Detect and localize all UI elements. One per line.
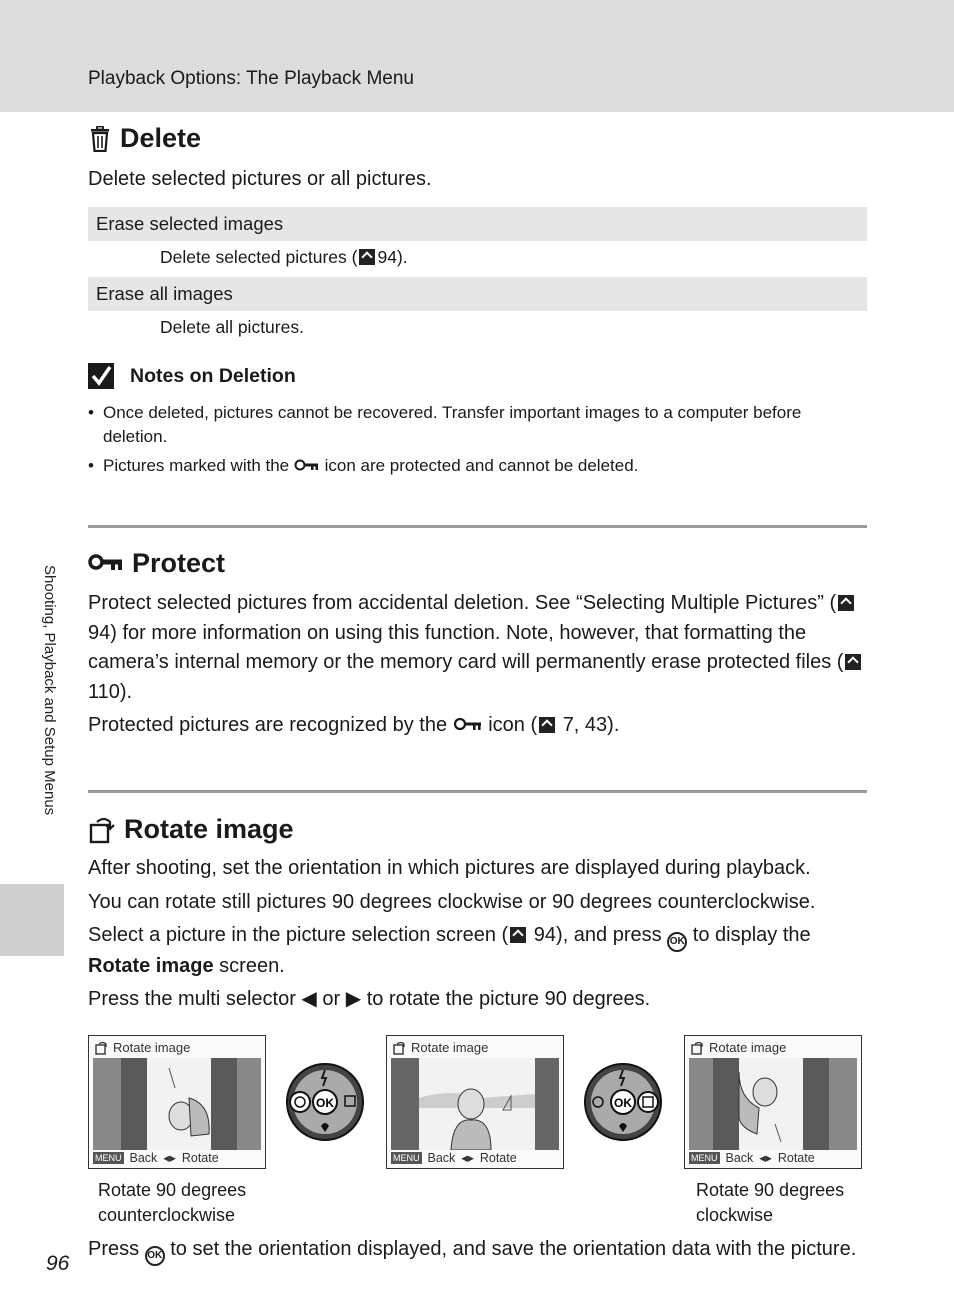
protect-heading <box>88 548 225 579</box>
protect-key-icon <box>88 553 124 575</box>
camera-screen-original <box>386 1035 564 1169</box>
page-ref-icon <box>539 717 555 733</box>
rotate-label: Rotate <box>181 1150 219 1165</box>
protect-key-icon <box>453 716 483 734</box>
rotate-label: Rotate <box>479 1150 517 1165</box>
caption-clockwise <box>696 1178 844 1228</box>
option-erase-all: Erase all images <box>88 277 867 311</box>
section-divider <box>88 525 867 528</box>
screen-footer <box>689 1150 815 1165</box>
side-tab-label: Shooting, Playback and Setup Menus <box>41 565 58 816</box>
screen-footer <box>93 1150 219 1165</box>
rotate-heading <box>88 814 294 845</box>
screen-title-text: Rotate image <box>411 1040 489 1055</box>
page-ref-number: 110 <box>88 680 120 703</box>
rotate-image-icon <box>393 1041 407 1055</box>
rotated-photo-cw <box>689 1058 857 1150</box>
menu-tag: MENU <box>393 1152 420 1163</box>
check-mark-icon <box>88 363 116 389</box>
para-text: ) for more information on using this function. Note, however, that formatting the camera’s internal memory or the memory card will permanently erase protected files ( <box>88 621 844 673</box>
ok-label: OK <box>614 1096 632 1110</box>
para-text: to rotate the picture 90 degrees. <box>366 988 651 1010</box>
note-item <box>88 454 848 478</box>
camera-screen-ccw <box>88 1035 266 1169</box>
page-ref-icon <box>845 654 861 670</box>
page-ref-icon <box>838 595 854 611</box>
back-label: Back <box>129 1150 158 1165</box>
screen-title <box>393 1040 488 1055</box>
left-arrow-icon: ◀ <box>301 988 317 1010</box>
para-text: ). <box>607 714 620 736</box>
ok-label: OK <box>316 1096 334 1110</box>
page-ref-number: 7, 43 <box>562 714 608 736</box>
rotate-image-icon <box>88 816 116 844</box>
protect-paragraph <box>88 589 878 707</box>
rotate-paragraph-3 <box>88 921 878 982</box>
protect-key-icon <box>294 458 320 474</box>
caption-line: clockwise <box>696 1205 774 1225</box>
screen-title <box>691 1040 786 1055</box>
para-text: ). <box>119 680 133 703</box>
back-label: Back <box>427 1150 456 1165</box>
notes-title: Notes on Deletion <box>130 364 296 387</box>
menu-tag: MENU <box>691 1152 718 1163</box>
multi-selector-right-pressed <box>583 1062 663 1142</box>
screen-title <box>95 1040 190 1055</box>
desc-text: Delete selected pictures ( <box>160 247 358 267</box>
rotated-photo-ccw <box>93 1058 261 1150</box>
caption-line: Rotate 90 degrees <box>696 1180 845 1200</box>
camera-screen-cw <box>684 1035 862 1169</box>
rotate-title: Rotate image <box>124 814 294 844</box>
trash-icon <box>88 126 112 152</box>
delete-intro: Delete selected pictures or all pictures. <box>88 168 432 190</box>
para-text: icon ( <box>488 714 538 736</box>
note-text: icon are protected and cannot be deleted. <box>324 456 639 475</box>
protect-paragraph-2 <box>88 711 878 741</box>
rotate-label: Rotate <box>777 1150 815 1165</box>
rotate-paragraph-1: After shooting, set the orientation in which pictures are displayed during playback. <box>88 857 811 879</box>
section-divider <box>88 790 867 793</box>
photo-original <box>391 1058 559 1150</box>
page-ref-icon <box>510 927 526 943</box>
para-text: Press <box>88 1238 140 1260</box>
menu-tag: MENU <box>95 1152 122 1163</box>
para-text: or <box>322 988 341 1010</box>
para-text: to display the <box>692 924 811 946</box>
para-text: Protect selected pictures from accidental deletion. See “Selecting Multiple Pictures” ( <box>88 592 837 614</box>
caption-counterclockwise <box>98 1178 246 1228</box>
para-text: Press the multi selector <box>88 988 296 1010</box>
page-ref-icon <box>359 249 375 265</box>
final-instruction <box>88 1238 856 1266</box>
rotate-paragraph-2: You can rotate still pictures 90 degrees clockwise or 90 degrees counterclockwise. <box>88 891 816 913</box>
option-erase-all-desc: Delete all pictures. <box>160 317 304 337</box>
para-text: to set the orientation displayed, and save the orientation data with the picture. <box>170 1238 857 1260</box>
left-right-icon: ◂▸ <box>759 1151 772 1165</box>
page-header <box>0 0 954 112</box>
para-text: Select a picture in the picture selection screen ( <box>88 924 509 946</box>
option-erase-selected-desc <box>160 247 408 268</box>
page-ref-number: 94 <box>377 247 397 267</box>
bold-term: Rotate image <box>88 955 214 977</box>
note-item: • Once deleted, pictures cannot be recovered. Transfer important images to a computer before deletion. <box>88 401 848 449</box>
delete-title: Delete <box>120 123 202 153</box>
multi-selector-left-pressed <box>285 1062 365 1142</box>
para-text: Protected pictures are recognized by the <box>88 714 448 736</box>
header-title: Playback Options: The Playback Menu <box>88 68 414 89</box>
screen-footer <box>391 1150 517 1165</box>
ok-button-icon: OK <box>145 1246 165 1266</box>
left-right-icon: ◂▸ <box>461 1151 474 1165</box>
page-number: 96 <box>46 1252 70 1275</box>
screen-title-text: Rotate image <box>113 1040 191 1055</box>
protect-title: Protect <box>132 548 226 578</box>
back-label: Back <box>725 1150 754 1165</box>
para-text: screen. <box>219 955 285 977</box>
left-right-icon: ◂▸ <box>163 1151 176 1165</box>
caption-line: counterclockwise <box>98 1205 236 1225</box>
option-erase-selected: Erase selected images <box>88 207 867 241</box>
right-arrow-icon: ▶ <box>345 988 362 1010</box>
note-text: Pictures marked with the <box>103 456 290 475</box>
rotate-image-icon <box>691 1041 705 1055</box>
rotate-paragraph-4 <box>88 985 878 1015</box>
delete-heading <box>88 123 201 154</box>
screen-title-text: Rotate image <box>709 1040 787 1055</box>
ok-button-icon: OK <box>667 932 687 952</box>
notes-heading <box>88 363 296 389</box>
rotate-image-icon <box>95 1041 109 1055</box>
side-tab <box>0 884 64 956</box>
desc-text: ). <box>396 247 408 267</box>
para-text: ), and press <box>556 924 662 946</box>
page-ref-number: 94 <box>533 924 557 946</box>
caption-line: Rotate 90 degrees <box>98 1180 247 1200</box>
page-ref-number: 94 <box>88 621 111 644</box>
